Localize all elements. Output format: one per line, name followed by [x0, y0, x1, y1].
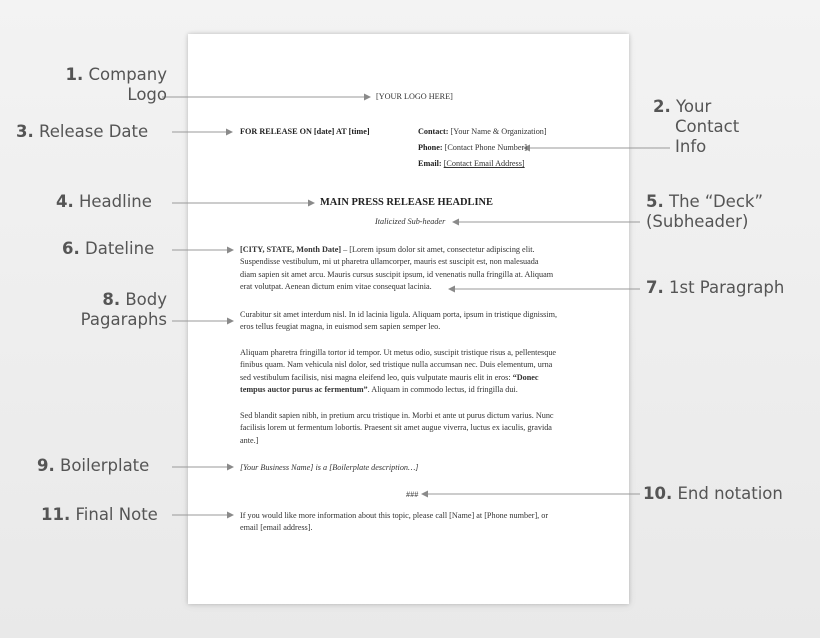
doc-email-label: Email:	[418, 159, 442, 168]
doc-line: Suspendisse vestibulum, mi ut pharetra ullamcorper, mauris est suscipit est, non malesuada	[240, 257, 539, 267]
label-number: 9.	[37, 456, 55, 475]
doc-phone-label: Phone:	[418, 143, 443, 152]
label-number: 1.	[65, 65, 84, 84]
doc-headline: MAIN PRESS RELEASE HEADLINE	[320, 197, 493, 208]
label-number: 2.	[653, 97, 671, 116]
label-number: 11.	[41, 505, 71, 524]
label-text: Boilerplate	[60, 456, 150, 475]
label-contact-info	[653, 97, 739, 157]
doc-final-note	[240, 510, 585, 535]
label-text: Pagaraphs	[80, 310, 167, 329]
label-release-date	[16, 122, 148, 142]
label-number: 5.	[646, 192, 664, 211]
doc-phone-value: [Contact Phone Number]	[444, 143, 527, 152]
doc-line-text: – [Lorem ipsum dolor sit amet, consectetur adipiscing elit.	[341, 245, 535, 254]
label-number: 8.	[102, 290, 121, 309]
label-body-paragraphs	[40, 290, 167, 330]
doc-line: eros tellus feugiat magna, in euismod sem sapien semper leo.	[240, 322, 441, 332]
doc-line	[240, 384, 585, 396]
doc-email-value: [Contact Email Address]	[443, 159, 525, 168]
label-text: Body	[125, 290, 167, 309]
label-text: Dateline	[85, 239, 155, 258]
doc-quote-end: tempus auctor purus ac fermentum”	[240, 385, 368, 395]
doc-line-text: sed vestibulum facilisis, nisi magna eleifend leo, quis vulputate mauris elit in eros:	[240, 372, 511, 382]
label-text: End notation	[677, 484, 783, 503]
doc-line: erat volutpat. Aenean dictum enim vitae consequat lacinia.	[240, 282, 432, 292]
label-end-notation	[643, 484, 783, 504]
doc-body-paragraph-3	[240, 410, 585, 447]
doc-line: If you would like more information about this topic, please call [Name] at [Phone number], or	[240, 511, 549, 520]
doc-line: email [email address].	[240, 523, 313, 533]
doc-boilerplate: [Your Business Name] is a [Boilerplate description…]	[240, 463, 419, 472]
doc-first-paragraph	[240, 244, 585, 294]
doc-contact-value: [Your Name & Organization]	[450, 127, 547, 136]
label-text: The “Deck”	[669, 192, 764, 211]
doc-line: finibus quam. Nam vehicula nisl dolor, sed tristique nulla accumsan nec. Duis elementum, urna	[240, 360, 553, 370]
label-text: Headline	[79, 192, 152, 211]
label-text: Logo	[127, 85, 167, 104]
doc-end-mark: ###	[406, 490, 419, 499]
doc-dateline: [CITY, STATE, Month Date]	[240, 245, 342, 254]
label-number: 3.	[16, 122, 34, 141]
label-text: (Subheader)	[646, 212, 749, 231]
label-dateline	[62, 239, 154, 259]
doc-phone-line	[418, 142, 527, 154]
doc-line	[240, 244, 585, 256]
label-text: Final Note	[75, 505, 158, 524]
doc-contact-line	[418, 126, 547, 138]
doc-logo-placeholder: [YOUR LOGO HERE]	[376, 92, 453, 101]
doc-release-line	[240, 126, 370, 138]
label-text: Release Date	[39, 122, 149, 141]
label-company-logo	[40, 65, 167, 105]
doc-line: Curabitur sit amet interdum nisl. In id lacinia ligula. Aliquam porta, ipsum in tristique dignissim,	[240, 310, 558, 319]
label-final-note	[41, 505, 158, 525]
doc-release-text: FOR RELEASE ON [date] AT [time]	[240, 127, 370, 136]
doc-quote-start: “Donec	[512, 372, 539, 382]
label-number: 6.	[62, 239, 80, 258]
label-text: Your	[676, 97, 712, 116]
doc-contact-label: Contact:	[418, 127, 449, 136]
doc-email-line	[418, 158, 525, 170]
doc-line: Aliquam pharetra fringilla tortor id tempor. Ut metus odio, suscipit tristique risus a, pellentesque	[240, 348, 557, 357]
doc-subheader: Italicized Sub-header	[375, 217, 446, 226]
label-number: 10.	[643, 484, 673, 503]
doc-line: Sed blandit sapien nibh, in pretium arcu tristique in. Morbi et ante ut purus dictum varius. Nunc	[240, 411, 554, 420]
doc-line: facilisis lorem ut fermentum lobortis. Praesent sit amet augue viverra, luctus ex iaculis, gravida	[240, 423, 552, 433]
label-number: 4.	[56, 192, 74, 211]
label-text: Contact	[675, 117, 740, 136]
label-text: 1st Paragraph	[669, 278, 785, 297]
label-headline	[56, 192, 152, 212]
label-text: Company	[88, 65, 167, 84]
doc-line: diam sapien sit amet arcu. Mauris cursus suscipit ipsum, id venenatis nulla fringilla at. Aliquam	[240, 269, 554, 279]
doc-line	[240, 372, 585, 384]
doc-line: ante.]	[240, 435, 259, 445]
label-number: 7.	[646, 278, 664, 297]
label-deck	[646, 192, 763, 232]
doc-line-text: . Aliquam in commodo lectus, id fringilla dui.	[367, 385, 518, 395]
doc-body-paragraph-2	[240, 347, 585, 397]
doc-body-paragraph-1	[240, 309, 585, 334]
label-first-paragraph	[646, 278, 784, 298]
label-boilerplate	[37, 456, 149, 476]
label-text: Info	[675, 137, 707, 156]
